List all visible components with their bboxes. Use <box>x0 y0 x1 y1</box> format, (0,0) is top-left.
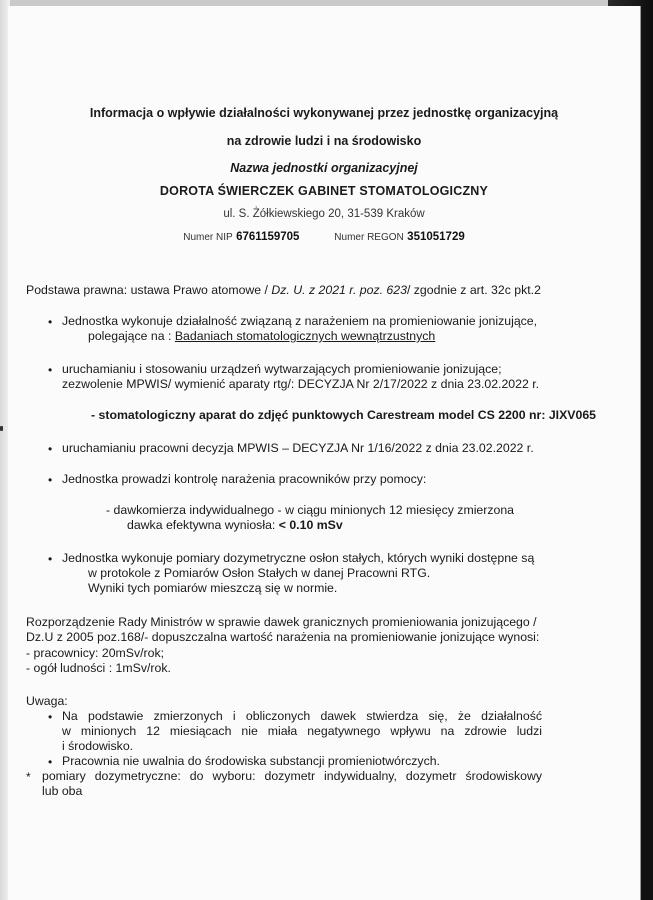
company-name: DOROTA ŚWIERCZEK GABINET STOMATOLOGICZNY <box>159 184 489 198</box>
registry-numbers <box>8 229 640 245</box>
device-description: - stomatologiczny aparat do zdjęć punktowych Carestream model CS 2200 nr: JIXV065 <box>91 408 597 422</box>
lab-permit: uruchamianiu pracowni decyzja MPWIS – DECYZJA Nr 1/16/2022 z dnia 23.02.2022 r. <box>62 441 534 455</box>
dosimeter-line2 <box>127 518 343 533</box>
activity-line1: Jednostka wykonuje działalność związaną z narażeniem na promieniowanie jonizujące, <box>62 314 538 328</box>
bullet-glyph: • <box>48 755 53 769</box>
dose-value: < 0.10 mSv <box>278 518 343 532</box>
limit-workers: - pracownicy: 20mSv/rok; <box>26 646 165 660</box>
unit-name-label: Nazwa jednostki organizacyjnej <box>230 161 418 175</box>
shield-measurements-line2: w protokole z Pomiarów Osłon Stałych w danej Pracowni RTG. <box>88 566 431 580</box>
notes-heading: Uwaga: <box>26 694 68 708</box>
exposure-control: Jednostka prowadzi kontrolę narażenia pracowników przy pomocy: <box>62 472 427 486</box>
document-page <box>8 6 641 900</box>
dosimeter-line1: - dawkomierza indywidualnego - w ciągu minionych 12 miesięcy zmierzona <box>106 503 515 517</box>
asterisk-glyph: * <box>26 770 31 784</box>
legal-basis <box>26 283 541 298</box>
equipment-line1: uruchamianiu i stosowaniu urządzeń wytwarzających promieniowanie jonizujące; <box>62 362 502 376</box>
bullet-glyph: • <box>48 710 53 724</box>
regon-label: Numer REGON <box>334 232 404 243</box>
regulation-line2: Dz.U z 2005 poz.168/- dopuszczalna wartość narażenia na promieniowanie jonizujące wynosi: <box>26 630 540 644</box>
note1-line3: i środowisko. <box>62 739 134 753</box>
note2: Pracownia nie uwalnia do środowiska substancji promieniotwórczych. <box>62 754 440 768</box>
nip-value: 6761159705 <box>236 231 300 243</box>
activity-line2-prefix: polegające na : <box>88 329 175 343</box>
document-title-line1: Informacja o wpływie działalności wykonywanej przez jednostkę organizacyjną <box>89 106 559 120</box>
shield-measurements-line1: Jednostka wykonuje pomiary dozymetryczne osłon stałych, których wyniki dostępne są <box>62 551 535 565</box>
scan-speck <box>0 426 3 431</box>
document-title-line2: na zdrowie ludzi i na środowisko <box>226 134 422 148</box>
bullet-glyph: • <box>48 473 53 487</box>
bullet-glyph: • <box>48 442 53 456</box>
equipment-permit: zezwolenie MPWIS/ wymienić aparaty rtg/: DECYZJA Nr 2/17/2022 z dnia 23.02.2022 r. <box>62 377 540 391</box>
legal-basis-citation: Dz. U. z 2021 r. poz. 623 <box>271 283 407 297</box>
note1-line1: Na podstawie zmierzonych i obliczonych dawek stwierdza się, że działalność <box>62 709 542 723</box>
scan-shadow-right-lower <box>640 200 653 900</box>
company-address: ul. S. Żółkiewskiego 20, 31-539 Kraków <box>223 208 425 220</box>
legal-basis-suffix: / zgodnie z art. 32c pkt.2 <box>406 283 541 297</box>
nip-label: Numer NIP <box>183 232 233 243</box>
bullet-glyph: • <box>48 552 53 566</box>
bullet-glyph: • <box>48 363 53 377</box>
limit-public: - ogół ludności : 1mSv/rok. <box>26 661 171 675</box>
regon-value: 351051729 <box>407 231 465 243</box>
bullet-glyph: • <box>48 315 53 329</box>
regulation-line1: Rozporządzenie Rady Ministrów w sprawie dawek granicznych promieniowania jonizującego / <box>26 615 537 629</box>
activity-line2 <box>88 329 435 344</box>
note1-line2: w minionych 12 miesiącach nie miała negatywnego wpływu na zdrowie ludzi <box>62 724 542 738</box>
shield-measurements-line3: Wyniki tych pomiarów mieszczą się w normie. <box>88 581 338 595</box>
footnote-line2: lub oba <box>42 784 83 798</box>
dose-label: dawka efektywna wyniosła: <box>127 518 279 532</box>
activity-type: Badaniach stomatologicznych wewnątrzustnych <box>174 329 436 343</box>
footnote-line1: pomiary dozymetryczne: do wyboru: dozymetr indywidualny, dozymetr środowiskowy <box>42 769 542 783</box>
legal-basis-prefix: Podstawa prawna: ustawa Prawo atomowe / <box>26 283 272 297</box>
